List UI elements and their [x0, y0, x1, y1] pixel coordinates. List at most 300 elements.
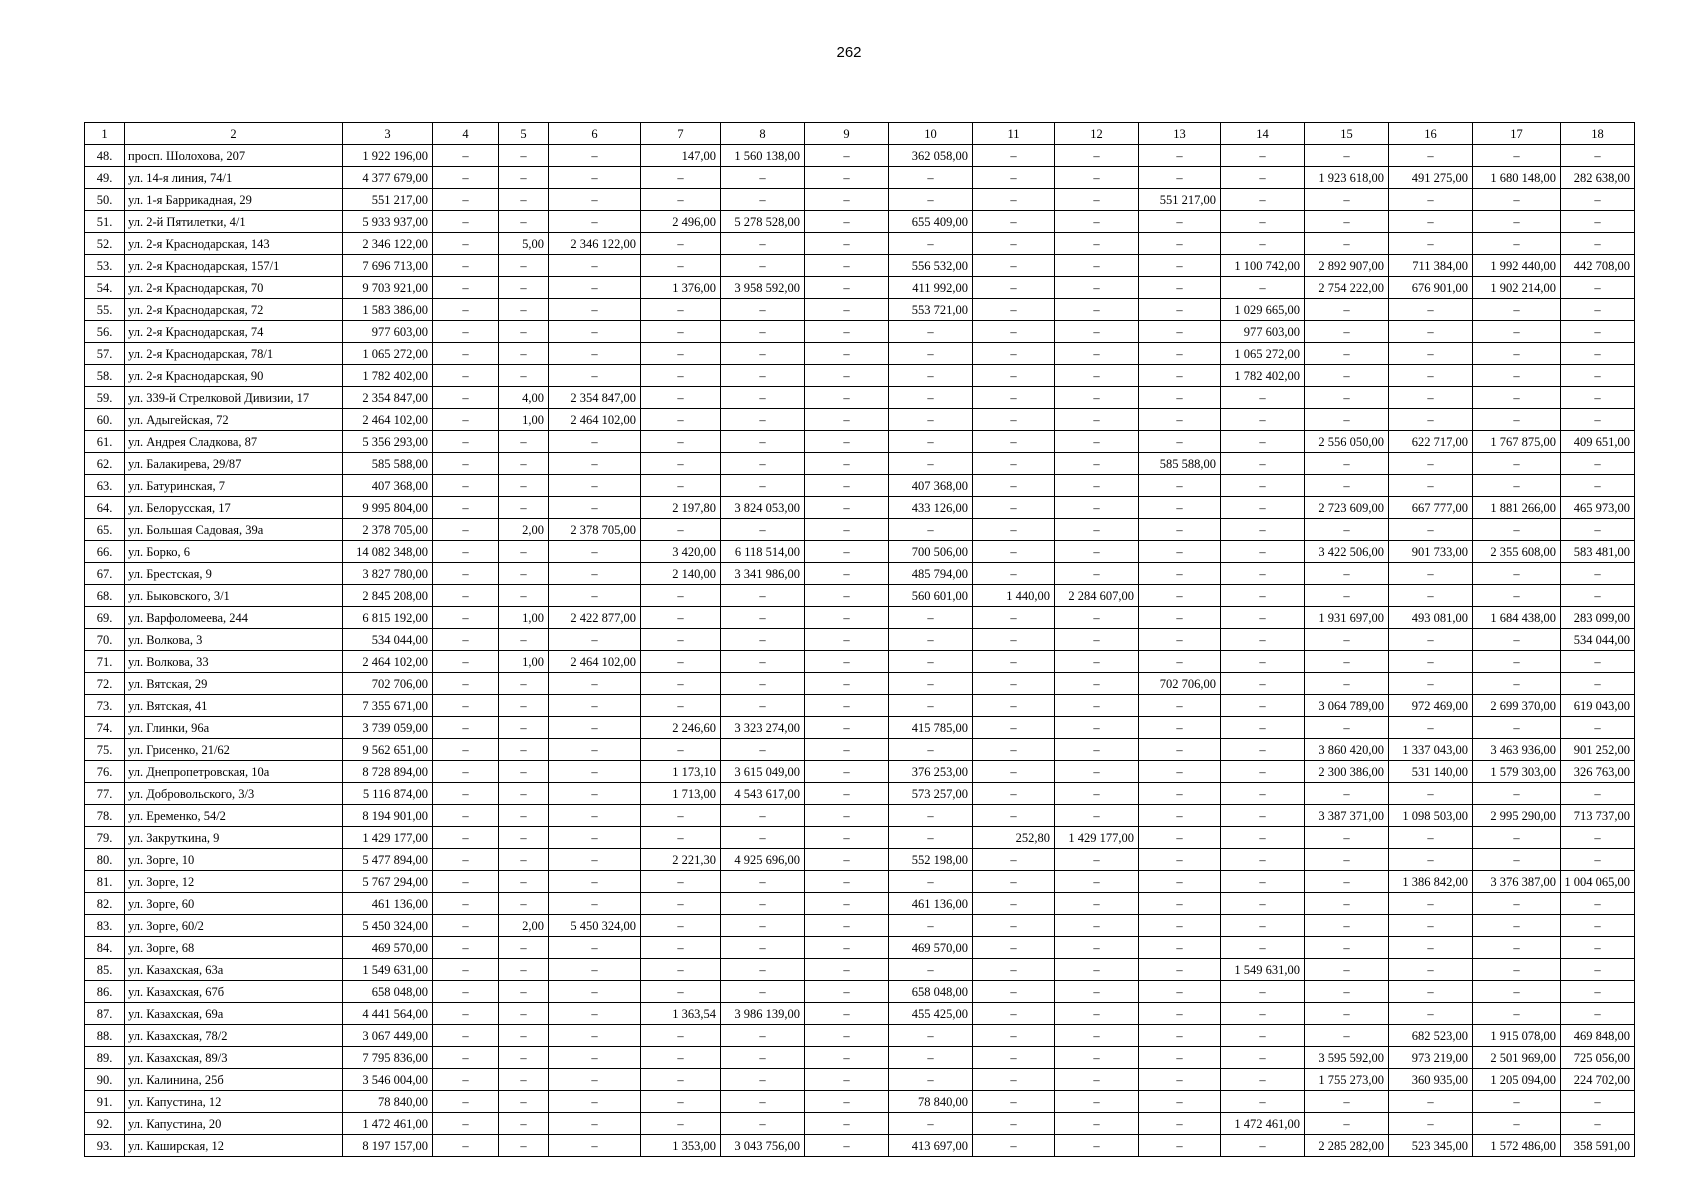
value-cell: 3 341 986,00	[721, 563, 805, 585]
value-cell: –	[889, 607, 973, 629]
value-cell: –	[1389, 453, 1473, 475]
address-cell: ул. Белорусская, 17	[125, 497, 343, 519]
value-cell: –	[721, 585, 805, 607]
value-cell: –	[641, 585, 721, 607]
value-cell: –	[805, 211, 889, 233]
value-cell: –	[499, 629, 549, 651]
value-cell: –	[433, 1069, 499, 1091]
value-cell: –	[1221, 893, 1305, 915]
value-cell: –	[1055, 871, 1139, 893]
table-row	[85, 365, 1635, 387]
value-cell: –	[889, 233, 973, 255]
value-cell: –	[721, 321, 805, 343]
value-cell: –	[1305, 585, 1389, 607]
value-cell: 5 767 294,00	[343, 871, 433, 893]
value-cell: –	[1139, 761, 1221, 783]
value-cell: –	[1561, 937, 1635, 959]
column-header: 6	[549, 123, 641, 145]
address-cell: ул. Батуринская, 7	[125, 475, 343, 497]
value-cell: –	[1561, 1113, 1635, 1135]
value-cell: –	[973, 321, 1055, 343]
value-cell: –	[805, 805, 889, 827]
value-cell: 9 703 921,00	[343, 277, 433, 299]
value-cell: 362 058,00	[889, 145, 973, 167]
value-cell: –	[721, 387, 805, 409]
value-cell: –	[721, 1069, 805, 1091]
value-cell: –	[973, 981, 1055, 1003]
value-cell: –	[1305, 145, 1389, 167]
value-cell: –	[641, 981, 721, 1003]
value-cell: –	[973, 959, 1055, 981]
address-cell: ул. Зорге, 60	[125, 893, 343, 915]
value-cell: –	[1139, 497, 1221, 519]
table-row	[85, 739, 1635, 761]
value-cell: –	[1221, 453, 1305, 475]
value-cell: –	[805, 365, 889, 387]
value-cell: –	[1055, 145, 1139, 167]
value-cell: –	[499, 255, 549, 277]
value-cell: –	[1139, 475, 1221, 497]
value-cell: –	[1473, 343, 1561, 365]
value-cell: –	[1305, 651, 1389, 673]
value-cell: –	[499, 937, 549, 959]
value-cell: –	[1221, 167, 1305, 189]
value-cell: –	[641, 937, 721, 959]
value-cell: 2 464 102,00	[549, 651, 641, 673]
value-cell: 3 986 139,00	[721, 1003, 805, 1025]
value-cell: 8 728 894,00	[343, 761, 433, 783]
row-number-cell: 76.	[85, 761, 125, 783]
value-cell: –	[1473, 585, 1561, 607]
value-cell: –	[549, 673, 641, 695]
address-cell: ул. Казахская, 67б	[125, 981, 343, 1003]
value-cell: 1 713,00	[641, 783, 721, 805]
table-row	[85, 761, 1635, 783]
value-cell: –	[549, 849, 641, 871]
value-cell: –	[805, 387, 889, 409]
value-cell: –	[973, 409, 1055, 431]
value-cell: –	[433, 453, 499, 475]
value-cell: 2,00	[499, 519, 549, 541]
value-cell: –	[1561, 475, 1635, 497]
value-cell: –	[433, 849, 499, 871]
value-cell: 1 376,00	[641, 277, 721, 299]
value-cell: 2 995 290,00	[1473, 805, 1561, 827]
value-cell: 2 346 122,00	[343, 233, 433, 255]
value-cell: 585 588,00	[1139, 453, 1221, 475]
value-cell: 1,00	[499, 651, 549, 673]
value-cell: –	[641, 629, 721, 651]
value-cell: –	[721, 629, 805, 651]
table-row	[85, 519, 1635, 541]
row-number-cell: 62.	[85, 453, 125, 475]
value-cell: –	[1055, 761, 1139, 783]
value-cell: –	[1389, 321, 1473, 343]
value-cell: 972 469,00	[1389, 695, 1473, 717]
value-cell: –	[641, 167, 721, 189]
value-cell: –	[433, 475, 499, 497]
address-cell: ул. Зорге, 12	[125, 871, 343, 893]
value-cell: 8 194 901,00	[343, 805, 433, 827]
value-cell: –	[1473, 827, 1561, 849]
value-cell: –	[1139, 981, 1221, 1003]
table-row	[85, 915, 1635, 937]
value-cell: –	[641, 299, 721, 321]
value-cell: –	[549, 211, 641, 233]
value-cell: –	[1055, 915, 1139, 937]
address-cell: ул. Вятская, 41	[125, 695, 343, 717]
value-cell: –	[1473, 1003, 1561, 1025]
table-row	[85, 695, 1635, 717]
row-number-cell: 70.	[85, 629, 125, 651]
value-cell: –	[1473, 717, 1561, 739]
value-cell: –	[499, 783, 549, 805]
value-cell: –	[549, 343, 641, 365]
value-cell: –	[1561, 387, 1635, 409]
value-cell: –	[1561, 1003, 1635, 1025]
address-cell: ул. 2-я Краснодарская, 78/1	[125, 343, 343, 365]
value-cell: –	[973, 563, 1055, 585]
value-cell: –	[1055, 1091, 1139, 1113]
table-row	[85, 321, 1635, 343]
value-cell: 1 767 875,00	[1473, 431, 1561, 453]
address-cell: ул. Днепропетровская, 10а	[125, 761, 343, 783]
value-cell: 556 532,00	[889, 255, 973, 277]
value-cell: –	[805, 255, 889, 277]
value-cell: –	[1473, 981, 1561, 1003]
value-cell: –	[1139, 937, 1221, 959]
value-cell: –	[549, 893, 641, 915]
value-cell: –	[549, 827, 641, 849]
value-cell: –	[549, 145, 641, 167]
address-cell: ул. Глинки, 96а	[125, 717, 343, 739]
value-cell: 4 543 617,00	[721, 783, 805, 805]
value-cell: –	[1055, 519, 1139, 541]
table-body	[85, 145, 1635, 1157]
value-cell: 901 733,00	[1389, 541, 1473, 563]
table-row	[85, 1003, 1635, 1025]
value-cell: –	[721, 673, 805, 695]
value-cell: –	[721, 827, 805, 849]
value-cell: –	[1221, 497, 1305, 519]
value-cell: –	[1389, 145, 1473, 167]
address-cell: просп. Шолохова, 207	[125, 145, 343, 167]
value-cell: –	[549, 277, 641, 299]
value-cell: –	[889, 871, 973, 893]
value-cell: –	[499, 739, 549, 761]
value-cell: –	[549, 189, 641, 211]
value-cell: –	[1561, 233, 1635, 255]
value-cell: –	[1389, 937, 1473, 959]
value-cell: –	[805, 871, 889, 893]
address-cell: ул. 2-я Краснодарская, 70	[125, 277, 343, 299]
value-cell: 1 549 631,00	[1221, 959, 1305, 981]
value-cell: –	[1561, 915, 1635, 937]
value-cell: –	[1561, 585, 1635, 607]
value-cell: –	[1561, 277, 1635, 299]
value-cell: –	[1561, 299, 1635, 321]
value-cell: –	[641, 387, 721, 409]
value-cell: –	[1139, 299, 1221, 321]
value-cell: –	[1055, 695, 1139, 717]
value-cell: –	[1055, 277, 1139, 299]
value-cell: –	[1473, 849, 1561, 871]
value-cell: –	[499, 1113, 549, 1135]
value-cell: 1 472 461,00	[343, 1113, 433, 1135]
value-cell: –	[1473, 453, 1561, 475]
value-cell: –	[549, 981, 641, 1003]
value-cell: –	[1389, 343, 1473, 365]
value-cell: –	[1473, 519, 1561, 541]
value-cell: –	[805, 563, 889, 585]
value-cell: –	[889, 167, 973, 189]
value-cell: 1 583 386,00	[343, 299, 433, 321]
value-cell: –	[721, 233, 805, 255]
value-cell: –	[1139, 695, 1221, 717]
table-row	[85, 145, 1635, 167]
value-cell: –	[721, 299, 805, 321]
value-cell: –	[1305, 717, 1389, 739]
value-cell: –	[499, 805, 549, 827]
address-cell: ул. Зорге, 68	[125, 937, 343, 959]
value-cell: 1 386 842,00	[1389, 871, 1473, 893]
value-cell: 713 737,00	[1561, 805, 1635, 827]
value-cell: –	[641, 431, 721, 453]
value-cell: –	[549, 255, 641, 277]
value-cell: –	[499, 211, 549, 233]
row-number-cell: 93.	[85, 1135, 125, 1157]
row-number-cell: 90.	[85, 1069, 125, 1091]
column-header: 7	[641, 123, 721, 145]
value-cell: –	[1305, 937, 1389, 959]
row-number-cell: 82.	[85, 893, 125, 915]
value-cell: –	[889, 387, 973, 409]
value-cell: –	[889, 915, 973, 937]
value-cell: –	[1305, 409, 1389, 431]
value-cell: –	[1055, 497, 1139, 519]
value-cell: –	[973, 277, 1055, 299]
value-cell: –	[1305, 893, 1389, 915]
value-cell: –	[1139, 519, 1221, 541]
value-cell: –	[433, 717, 499, 739]
value-cell: –	[721, 893, 805, 915]
row-number-cell: 57.	[85, 343, 125, 365]
row-number-cell: 64.	[85, 497, 125, 519]
address-cell: ул. Казахская, 69а	[125, 1003, 343, 1025]
table-row	[85, 607, 1635, 629]
value-cell: –	[641, 321, 721, 343]
value-cell: –	[721, 607, 805, 629]
value-cell: –	[1561, 563, 1635, 585]
value-cell: –	[889, 1025, 973, 1047]
column-header: 9	[805, 123, 889, 145]
value-cell: –	[1055, 739, 1139, 761]
value-cell: –	[1473, 1091, 1561, 1113]
value-cell: –	[1055, 541, 1139, 563]
value-cell: –	[973, 431, 1055, 453]
value-cell: –	[973, 915, 1055, 937]
row-number-cell: 85.	[85, 959, 125, 981]
value-cell: –	[1305, 915, 1389, 937]
value-cell: –	[1055, 365, 1139, 387]
value-cell: –	[433, 321, 499, 343]
value-cell: –	[1055, 453, 1139, 475]
value-cell: –	[641, 189, 721, 211]
row-number-cell: 71.	[85, 651, 125, 673]
value-cell: –	[641, 1025, 721, 1047]
value-cell: –	[433, 673, 499, 695]
row-number-cell: 77.	[85, 783, 125, 805]
value-cell: 469 570,00	[889, 937, 973, 959]
value-cell: 3 463 936,00	[1473, 739, 1561, 761]
value-cell: 1 560 138,00	[721, 145, 805, 167]
address-cell: ул. Казахская, 63а	[125, 959, 343, 981]
value-cell: –	[1139, 541, 1221, 563]
value-cell: –	[805, 497, 889, 519]
value-cell: –	[1473, 365, 1561, 387]
value-cell: 5 450 324,00	[343, 915, 433, 937]
value-cell: 407 368,00	[343, 475, 433, 497]
value-cell: 2,00	[499, 915, 549, 937]
value-cell: –	[721, 365, 805, 387]
value-cell: –	[499, 1003, 549, 1025]
address-cell: ул. Калинина, 25б	[125, 1069, 343, 1091]
value-cell: –	[1221, 739, 1305, 761]
table-row	[85, 563, 1635, 585]
value-cell: –	[1389, 189, 1473, 211]
address-cell: ул. Капустина, 12	[125, 1091, 343, 1113]
table-row	[85, 343, 1635, 365]
value-cell: –	[433, 871, 499, 893]
table-row	[85, 651, 1635, 673]
value-cell: –	[1139, 805, 1221, 827]
value-cell: –	[433, 365, 499, 387]
value-cell: –	[1221, 1047, 1305, 1069]
value-cell: –	[1305, 321, 1389, 343]
value-cell: 4 441 564,00	[343, 1003, 433, 1025]
row-number-cell: 51.	[85, 211, 125, 233]
value-cell: –	[549, 1135, 641, 1157]
table-row	[85, 255, 1635, 277]
value-cell: –	[805, 629, 889, 651]
value-cell: 283 099,00	[1561, 607, 1635, 629]
address-cell: ул. Волкова, 3	[125, 629, 343, 651]
value-cell: –	[1305, 387, 1389, 409]
value-cell: 1 173,10	[641, 761, 721, 783]
row-number-cell: 80.	[85, 849, 125, 871]
value-cell: –	[1389, 651, 1473, 673]
value-cell: 2 285 282,00	[1305, 1135, 1389, 1157]
value-cell: –	[805, 277, 889, 299]
value-cell: –	[889, 343, 973, 365]
row-number-cell: 48.	[85, 145, 125, 167]
value-cell: –	[1389, 981, 1473, 1003]
value-cell: –	[1305, 343, 1389, 365]
row-number-cell: 91.	[85, 1091, 125, 1113]
value-cell: –	[549, 695, 641, 717]
value-cell: –	[1305, 519, 1389, 541]
value-cell: –	[1221, 1135, 1305, 1157]
value-cell: –	[1221, 475, 1305, 497]
value-cell: –	[433, 981, 499, 1003]
value-cell: –	[499, 189, 549, 211]
table-row	[85, 871, 1635, 893]
value-cell: 465 973,00	[1561, 497, 1635, 519]
value-cell: 2 346 122,00	[549, 233, 641, 255]
table-row	[85, 717, 1635, 739]
value-cell: –	[973, 1003, 1055, 1025]
value-cell: –	[433, 563, 499, 585]
table-row	[85, 167, 1635, 189]
value-cell: –	[973, 299, 1055, 321]
value-cell: –	[1305, 563, 1389, 585]
value-cell: –	[433, 277, 499, 299]
value-cell: –	[805, 145, 889, 167]
value-cell: 358 591,00	[1561, 1135, 1635, 1157]
value-cell: 461 136,00	[343, 893, 433, 915]
value-cell: –	[1221, 761, 1305, 783]
value-cell: 5 278 528,00	[721, 211, 805, 233]
value-cell: 326 763,00	[1561, 761, 1635, 783]
value-cell: –	[721, 1025, 805, 1047]
value-cell: –	[973, 1113, 1055, 1135]
value-cell: –	[1305, 673, 1389, 695]
address-cell: ул. Казахская, 89/3	[125, 1047, 343, 1069]
row-number-cell: 63.	[85, 475, 125, 497]
value-cell: 2 140,00	[641, 563, 721, 585]
value-cell: –	[805, 189, 889, 211]
value-cell: 711 384,00	[1389, 255, 1473, 277]
address-cell: ул. Капустина, 20	[125, 1113, 343, 1135]
value-cell: –	[1139, 233, 1221, 255]
value-cell: –	[549, 761, 641, 783]
value-cell: 1 684 438,00	[1473, 607, 1561, 629]
value-cell: –	[433, 1047, 499, 1069]
column-header: 5	[499, 123, 549, 145]
column-header: 10	[889, 123, 973, 145]
value-cell: –	[721, 1091, 805, 1113]
value-cell: –	[433, 1113, 499, 1135]
value-cell: –	[549, 299, 641, 321]
value-cell: –	[1389, 629, 1473, 651]
value-cell: –	[1139, 277, 1221, 299]
address-cell: ул. Зорге, 60/2	[125, 915, 343, 937]
value-cell: 461 136,00	[889, 893, 973, 915]
value-cell: –	[805, 299, 889, 321]
value-cell: 1 100 742,00	[1221, 255, 1305, 277]
row-number-cell: 66.	[85, 541, 125, 563]
value-cell: –	[1139, 1069, 1221, 1091]
value-cell: –	[1389, 1091, 1473, 1113]
value-cell: –	[1055, 1113, 1139, 1135]
value-cell: –	[1561, 145, 1635, 167]
value-cell: –	[1221, 651, 1305, 673]
value-cell: –	[889, 321, 973, 343]
value-cell: –	[1389, 673, 1473, 695]
value-cell: –	[1055, 1025, 1139, 1047]
value-cell: –	[889, 189, 973, 211]
value-cell: –	[1389, 299, 1473, 321]
table-row	[85, 189, 1635, 211]
value-cell: –	[1305, 783, 1389, 805]
value-cell: –	[1055, 233, 1139, 255]
value-cell: –	[721, 959, 805, 981]
value-cell: –	[1305, 365, 1389, 387]
value-cell: –	[549, 871, 641, 893]
value-cell: –	[1389, 563, 1473, 585]
value-cell: –	[1221, 145, 1305, 167]
column-header: 3	[343, 123, 433, 145]
